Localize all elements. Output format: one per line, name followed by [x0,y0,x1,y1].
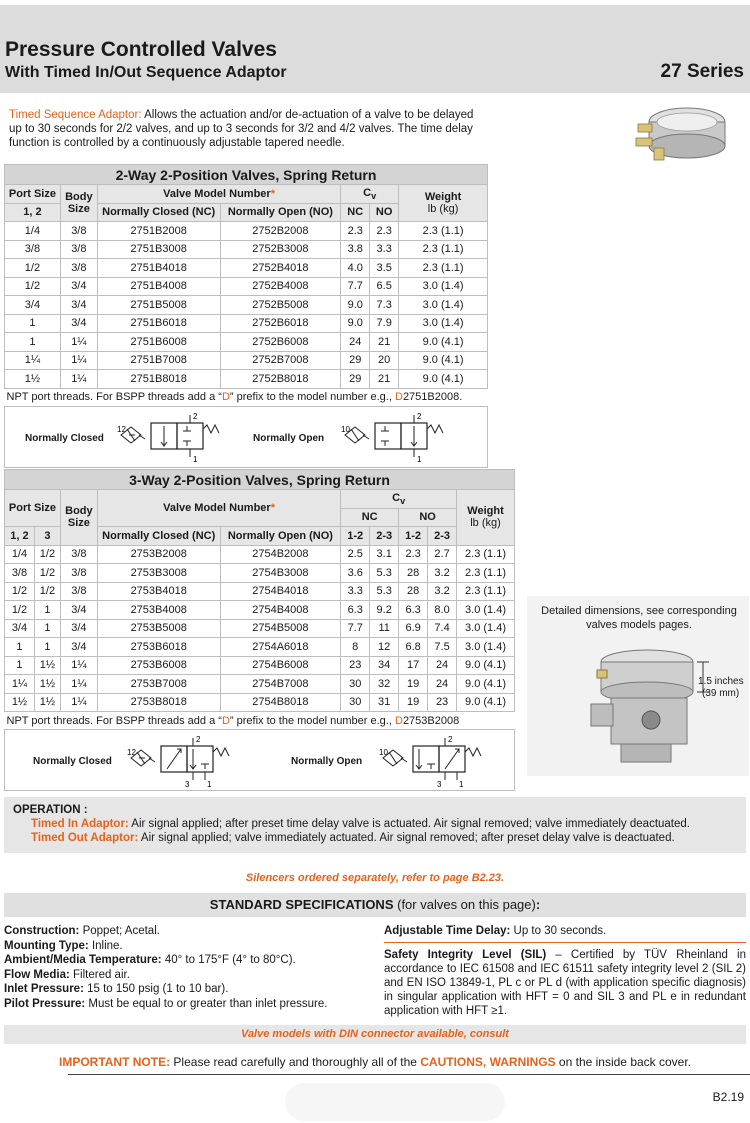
specs-left [4,924,374,1011]
svg-text:1: 1 [459,780,464,788]
col-cv: $C_v$ [341,185,399,204]
three-way-valve-table [4,469,515,791]
col-cv-no: NO [399,508,457,527]
col-cv-no: NO [370,203,399,222]
col-no: Normally Open (NO) [220,527,341,546]
two-way-rows [5,222,488,389]
cell-d: 24 [428,675,457,694]
cell-c: 28 [399,582,428,601]
cell-weight: 3.0 (1.4) [399,296,488,315]
table-row [5,351,488,370]
cell-p3: 1 [34,601,60,620]
cell-body: 3/4 [60,296,97,315]
page-number: B2.19 [712,1090,744,1104]
cell-b: 31 [370,693,399,712]
cell-p12: 1/2 [5,601,35,620]
cell-a: 23 [341,656,370,675]
cell-cvnc: 7.7 [341,277,370,296]
cell-p3: 1/2 [34,564,60,583]
table-row [5,333,488,352]
cell-b: 9.2 [370,601,399,620]
cell-body: 3/4 [60,277,97,296]
col-port-12: 1, 2 [5,203,61,222]
cell-cvno: 7.3 [370,296,399,315]
cell-nc: 2751B4018 [97,259,220,278]
spec-pilot: Pilot Pressure: Must be equal to or greater than inlet pressure. [4,997,328,1010]
cell-weight: 9.0 (4.1) [399,333,488,352]
cell-cvno: 3.5 [370,259,399,278]
cell-no: 2754B8018 [220,693,341,712]
cell-c: 17 [399,656,428,675]
cell-body: 1¼ [60,656,97,675]
three-way-note: NPT port threads. For BSPP threads add a “D” prefix to the model number e.g., D2753B2008 [5,712,515,730]
svg-text:2: 2 [417,411,422,421]
cell-nc: 2753B6018 [97,638,220,657]
din-note: Valve models with DIN connector available, consult [4,1025,746,1044]
cell-a: 2.5 [341,545,370,564]
cell-body: 3/4 [60,601,97,620]
cell-nc: 2751B4008 [97,277,220,296]
table-caption: 2-Way 2-Position Valves, Spring Return [5,165,488,185]
col-nc-12: 1-2 [341,527,370,546]
cell-p3: 1/2 [34,582,60,601]
three-way-symbols [7,730,512,790]
cell-no: 2752B4018 [220,259,341,278]
col-body-size: Body Size [60,490,97,546]
two-way-valve-table [4,164,488,468]
cell-weight: 3.0 (1.4) [457,638,515,657]
cell-weight: 9.0 (4.1) [457,675,515,694]
cell-no: 2752B6018 [220,314,341,333]
cell-b: 11 [370,619,399,638]
cell-port: 1/2 [5,259,61,278]
cell-weight: 9.0 (4.1) [457,656,515,675]
cell-nc: 2753B4018 [97,582,220,601]
cell-port: 3/8 [5,240,61,259]
cell-body: 3/8 [60,222,97,241]
cell-weight: 2.3 (1.1) [457,582,515,601]
svg-text:2: 2 [193,411,198,421]
cell-nc: 2751B3008 [97,240,220,259]
operation-title: OPERATION : [13,804,88,816]
cell-c: 6.8 [399,638,428,657]
table-row [5,582,515,601]
dimension-label: 1.5 inches (39 mm) [698,676,744,699]
cell-c: 19 [399,693,428,712]
no-label: Normally Open [291,756,363,767]
cell-a: 7.7 [341,619,370,638]
cell-p3: 1½ [34,656,60,675]
footer-rule [68,1074,750,1075]
cell-c: 28 [399,564,428,583]
cell-body: 1¼ [60,351,97,370]
cell-no: 2754B6008 [220,656,341,675]
spec-mounting: Mounting Type: Inline. [4,939,123,952]
cell-c: 2.3 [399,545,428,564]
cell-body: 3/8 [60,582,97,601]
table-row [5,564,515,583]
cell-c: 6.3 [399,601,428,620]
cell-no: 2752B6008 [220,333,341,352]
col-nc: Normally Closed (NC) [97,527,220,546]
cell-no: 2754B4018 [220,582,341,601]
cell-p12: 3/8 [5,564,35,583]
svg-text:1: 1 [207,780,212,788]
table-row [5,656,515,675]
svg-text:10: 10 [379,748,388,757]
cell-no: 2754B5008 [220,619,341,638]
cell-weight: 3.0 (1.4) [457,619,515,638]
col-cv-nc: NC [341,203,370,222]
cell-no: 2754B4008 [220,601,341,620]
two-way-symbols [7,407,485,467]
cell-b: 3.1 [370,545,399,564]
cell-port: 1 [5,314,61,333]
svg-text:3: 3 [437,780,442,788]
cell-nc: 2751B2008 [97,222,220,241]
cell-cvnc: 2.3 [341,222,370,241]
spec-construction: Construction: Poppet; Acetal. [4,925,160,937]
cell-b: 5.3 [370,564,399,583]
cell-no: 2752B5008 [220,296,341,315]
cell-cvno: 21 [370,370,399,389]
cell-b: 12 [370,638,399,657]
cell-port: 1¼ [5,351,61,370]
cell-c: 19 [399,675,428,694]
svg-text:1: 1 [417,454,422,463]
cell-cvno: 20 [370,351,399,370]
cell-p12: 1½ [5,693,35,712]
cell-a: 6.3 [341,601,370,620]
cell-d: 7.4 [428,619,457,638]
cell-p3: 1 [34,638,60,657]
table-row [5,277,488,296]
cell-d: 23 [428,693,457,712]
col-port-3: 3 [34,527,60,546]
col-no-23: 2-3 [428,527,457,546]
nc-label: Normally Closed [25,432,104,444]
no-valve-symbol [339,411,449,463]
cell-port: 1/4 [5,222,61,241]
series-label: 27 Series [660,61,744,82]
col-nc: Normally Closed (NC) [97,203,220,222]
silencers-note: Silencers ordered separately, refer to page B2.23. [245,872,505,884]
spec-inlet: Inlet Pressure: 15 to 150 psig (1 to 10 bar). [4,983,229,995]
no-valve-symbol [377,734,487,788]
cell-nc: 2751B6018 [97,314,220,333]
cell-p3: 1½ [34,675,60,694]
col-no: Normally Open (NO) [220,203,341,222]
cell-a: 30 [341,675,370,694]
col-nc-23: 2-3 [370,527,399,546]
spec-sil: Safety Integrity Level (SIL) – Certified by TÜV Rheinland in accordance to IEC 61508 and IEC 61511 safety integrity level 2 (SIL 2) and EN ISO 13849-1, PL c or PL d (with application specific diagnosis) in singular application with HFT = 0 and SIL 3 and PL e in redundant application with HFT ≥1. [384,949,746,1017]
svg-text:12: 12 [117,424,126,434]
cell-no: 2754B7008 [220,675,341,694]
table-row [5,370,488,389]
cell-body: 1¼ [60,333,97,352]
spec-flow: Flow Media: Filtered air. [4,968,130,981]
table-row [5,545,515,564]
cell-weight: 9.0 (4.1) [399,351,488,370]
timed-adaptor-image [632,100,732,168]
nc-valve-symbol [125,734,235,788]
cell-body: 3/8 [60,259,97,278]
cell-c: 6.9 [399,619,428,638]
cell-port: 1½ [5,370,61,389]
cell-nc: 2751B5008 [97,296,220,315]
col-port-size: Port Size [5,490,61,527]
cell-body: 3/4 [60,314,97,333]
standard-specs-bar: STANDARD SPECIFICATIONS (for valves on this page): [4,893,746,917]
cell-weight: 9.0 (4.1) [399,370,488,389]
important-note: IMPORTANT NOTE: Please read carefully and thoroughly all of the CAUTIONS, WARNINGS on the inside back cover. [58,1055,692,1069]
table-row [5,693,515,712]
cell-no: 2752B3008 [220,240,341,259]
cell-nc: 2753B7008 [97,675,220,694]
cell-port: 1 [5,333,61,352]
svg-text:1: 1 [193,454,198,463]
col-weight: Weight lb (kg) [399,185,488,222]
nc-valve-symbol [115,411,225,463]
cell-d: 3.2 [428,564,457,583]
cell-b: 34 [370,656,399,675]
dimensions-note: Detailed dimensions, see corresponding valves models pages. [541,605,737,631]
cell-weight: 2.3 (1.1) [399,240,488,259]
cell-nc: 2753B3008 [97,564,220,583]
cell-no: 2752B4008 [220,277,341,296]
cell-p3: 1½ [34,693,60,712]
cell-b: 32 [370,675,399,694]
col-weight: Weight lb (kg) [457,490,515,546]
cell-a: 8 [341,638,370,657]
table-row [5,601,515,620]
cell-d: 8.0 [428,601,457,620]
table-row [5,675,515,694]
spec-ambient: Ambient/Media Temperature: 40° to 175°F (4° to 80°C). [4,954,296,966]
table-caption: 3-Way 2-Position Valves, Spring Return [5,470,515,490]
col-cv: $C_v$ [341,490,457,509]
col-model-number: Valve Model Number* [97,490,340,527]
cell-cvnc: 29 [341,370,370,389]
cell-d: 24 [428,656,457,675]
cell-no: 2754B2008 [220,545,341,564]
timed-in-line: Timed In Adaptor: Air signal applied; after preset time delay valve is actuated. Air signal removed; valve immediately deactuated. [31,818,690,830]
table-row [5,259,488,278]
cell-body: 1¼ [60,693,97,712]
cell-body: 3/8 [60,545,97,564]
table-row [5,314,488,333]
cell-a: 3.3 [341,582,370,601]
cell-p12: 1¼ [5,675,35,694]
cell-cvno: 2.3 [370,222,399,241]
cell-body: 1¼ [60,370,97,389]
page-title: Pressure Controlled Valves [5,38,277,61]
two-way-note: NPT port threads. For BSPP threads add a “D” prefix to the model number e.g., D2751B2008. [5,388,488,406]
page-subtitle: With Timed In/Out Sequence Adaptor [5,64,287,81]
cell-nc: 2751B7008 [97,351,220,370]
col-body-size: Body Size [60,185,97,222]
cell-p12: 1/2 [5,582,35,601]
svg-text:10: 10 [341,424,350,434]
timed-out-line: Timed Out Adaptor: Air signal applied; valve immediately actuated. Air signal removed; after preset delay valve is deactuated. [31,832,675,844]
cell-d: 2.7 [428,545,457,564]
svg-text:2: 2 [448,735,453,744]
cell-body: 1¼ [60,675,97,694]
cell-nc: 2753B8018 [97,693,220,712]
cell-weight: 2.3 (1.1) [399,222,488,241]
cell-body: 3/8 [60,240,97,259]
footer-logo-placeholder [285,1083,505,1121]
cell-p12: 1/4 [5,545,35,564]
table-row [5,638,515,657]
intro-text: Allows the actuation and/or de-actuation of a valve to be delayed up to 30 seconds for 2/2 valves, and up to 3 seconds for 3/2 and 4/2 valves. The time delay function is controlled by a continuously adjustable tapered needle. [9,109,474,149]
col-model-number: Valve Model Number* [97,185,340,204]
valve-dimension-image [585,640,745,770]
intro-label: Timed Sequence Adaptor: [9,109,142,121]
table-row [5,222,488,241]
cell-p12: 1 [5,638,35,657]
three-way-rows [5,545,515,712]
svg-text:2: 2 [196,735,201,744]
cell-weight: 2.3 (1.1) [457,545,515,564]
cell-weight: 9.0 (4.1) [457,693,515,712]
cell-p3: 1 [34,619,60,638]
cell-nc: 2753B5008 [97,619,220,638]
cell-p12: 1 [5,656,35,675]
col-port-size: Port Size [5,185,61,204]
cell-body: 3/4 [60,638,97,657]
cell-weight: 3.0 (1.4) [399,314,488,333]
cell-port: 3/4 [5,296,61,315]
cell-d: 7.5 [428,638,457,657]
cell-cvnc: 9.0 [341,296,370,315]
table-row [5,296,488,315]
svg-text:3: 3 [185,780,190,788]
cell-d: 3.2 [428,582,457,601]
specs-right [384,924,746,1018]
cell-no: 2752B7008 [220,351,341,370]
cell-cvnc: 24 [341,333,370,352]
cell-body: 3/4 [60,619,97,638]
cell-cvno: 6.5 [370,277,399,296]
cell-p12: 3/4 [5,619,35,638]
operation-panel [4,797,746,853]
cell-no: 2752B2008 [220,222,341,241]
col-port-12: 1, 2 [5,527,35,546]
cell-body: 3/8 [60,564,97,583]
cell-no: 2754B3008 [220,564,341,583]
no-label: Normally Open [253,432,325,444]
cell-weight: 2.3 (1.1) [457,564,515,583]
col-cv-nc: NC [341,508,399,527]
cell-cvnc: 29 [341,351,370,370]
cell-a: 3.6 [341,564,370,583]
cell-nc: 2753B2008 [97,545,220,564]
svg-text:12: 12 [127,748,136,757]
cell-no: 2754A6018 [220,638,341,657]
cell-weight: 2.3 (1.1) [399,259,488,278]
cell-cvnc: 4.0 [341,259,370,278]
cell-no: 2752B8018 [220,370,341,389]
cell-nc: 2753B4008 [97,601,220,620]
cell-weight: 3.0 (1.4) [399,277,488,296]
cell-cvno: 21 [370,333,399,352]
cell-cvnc: 3.8 [341,240,370,259]
table-row [5,240,488,259]
nc-label: Normally Closed [33,756,112,767]
cell-a: 30 [341,693,370,712]
cell-nc: 2753B6008 [97,656,220,675]
cell-nc: 2751B8018 [97,370,220,389]
cell-cvnc: 9.0 [341,314,370,333]
col-no-12: 1-2 [399,527,428,546]
cell-b: 5.3 [370,582,399,601]
table-row [5,619,515,638]
cell-cvno: 3.3 [370,240,399,259]
intro-paragraph [9,108,489,150]
cell-p3: 1/2 [34,545,60,564]
cell-weight: 3.0 (1.4) [457,601,515,620]
spec-delay: Adjustable Time Delay: Up to 30 seconds. [384,924,746,943]
cell-port: 1/2 [5,277,61,296]
cell-cvno: 7.9 [370,314,399,333]
cell-nc: 2751B6008 [97,333,220,352]
